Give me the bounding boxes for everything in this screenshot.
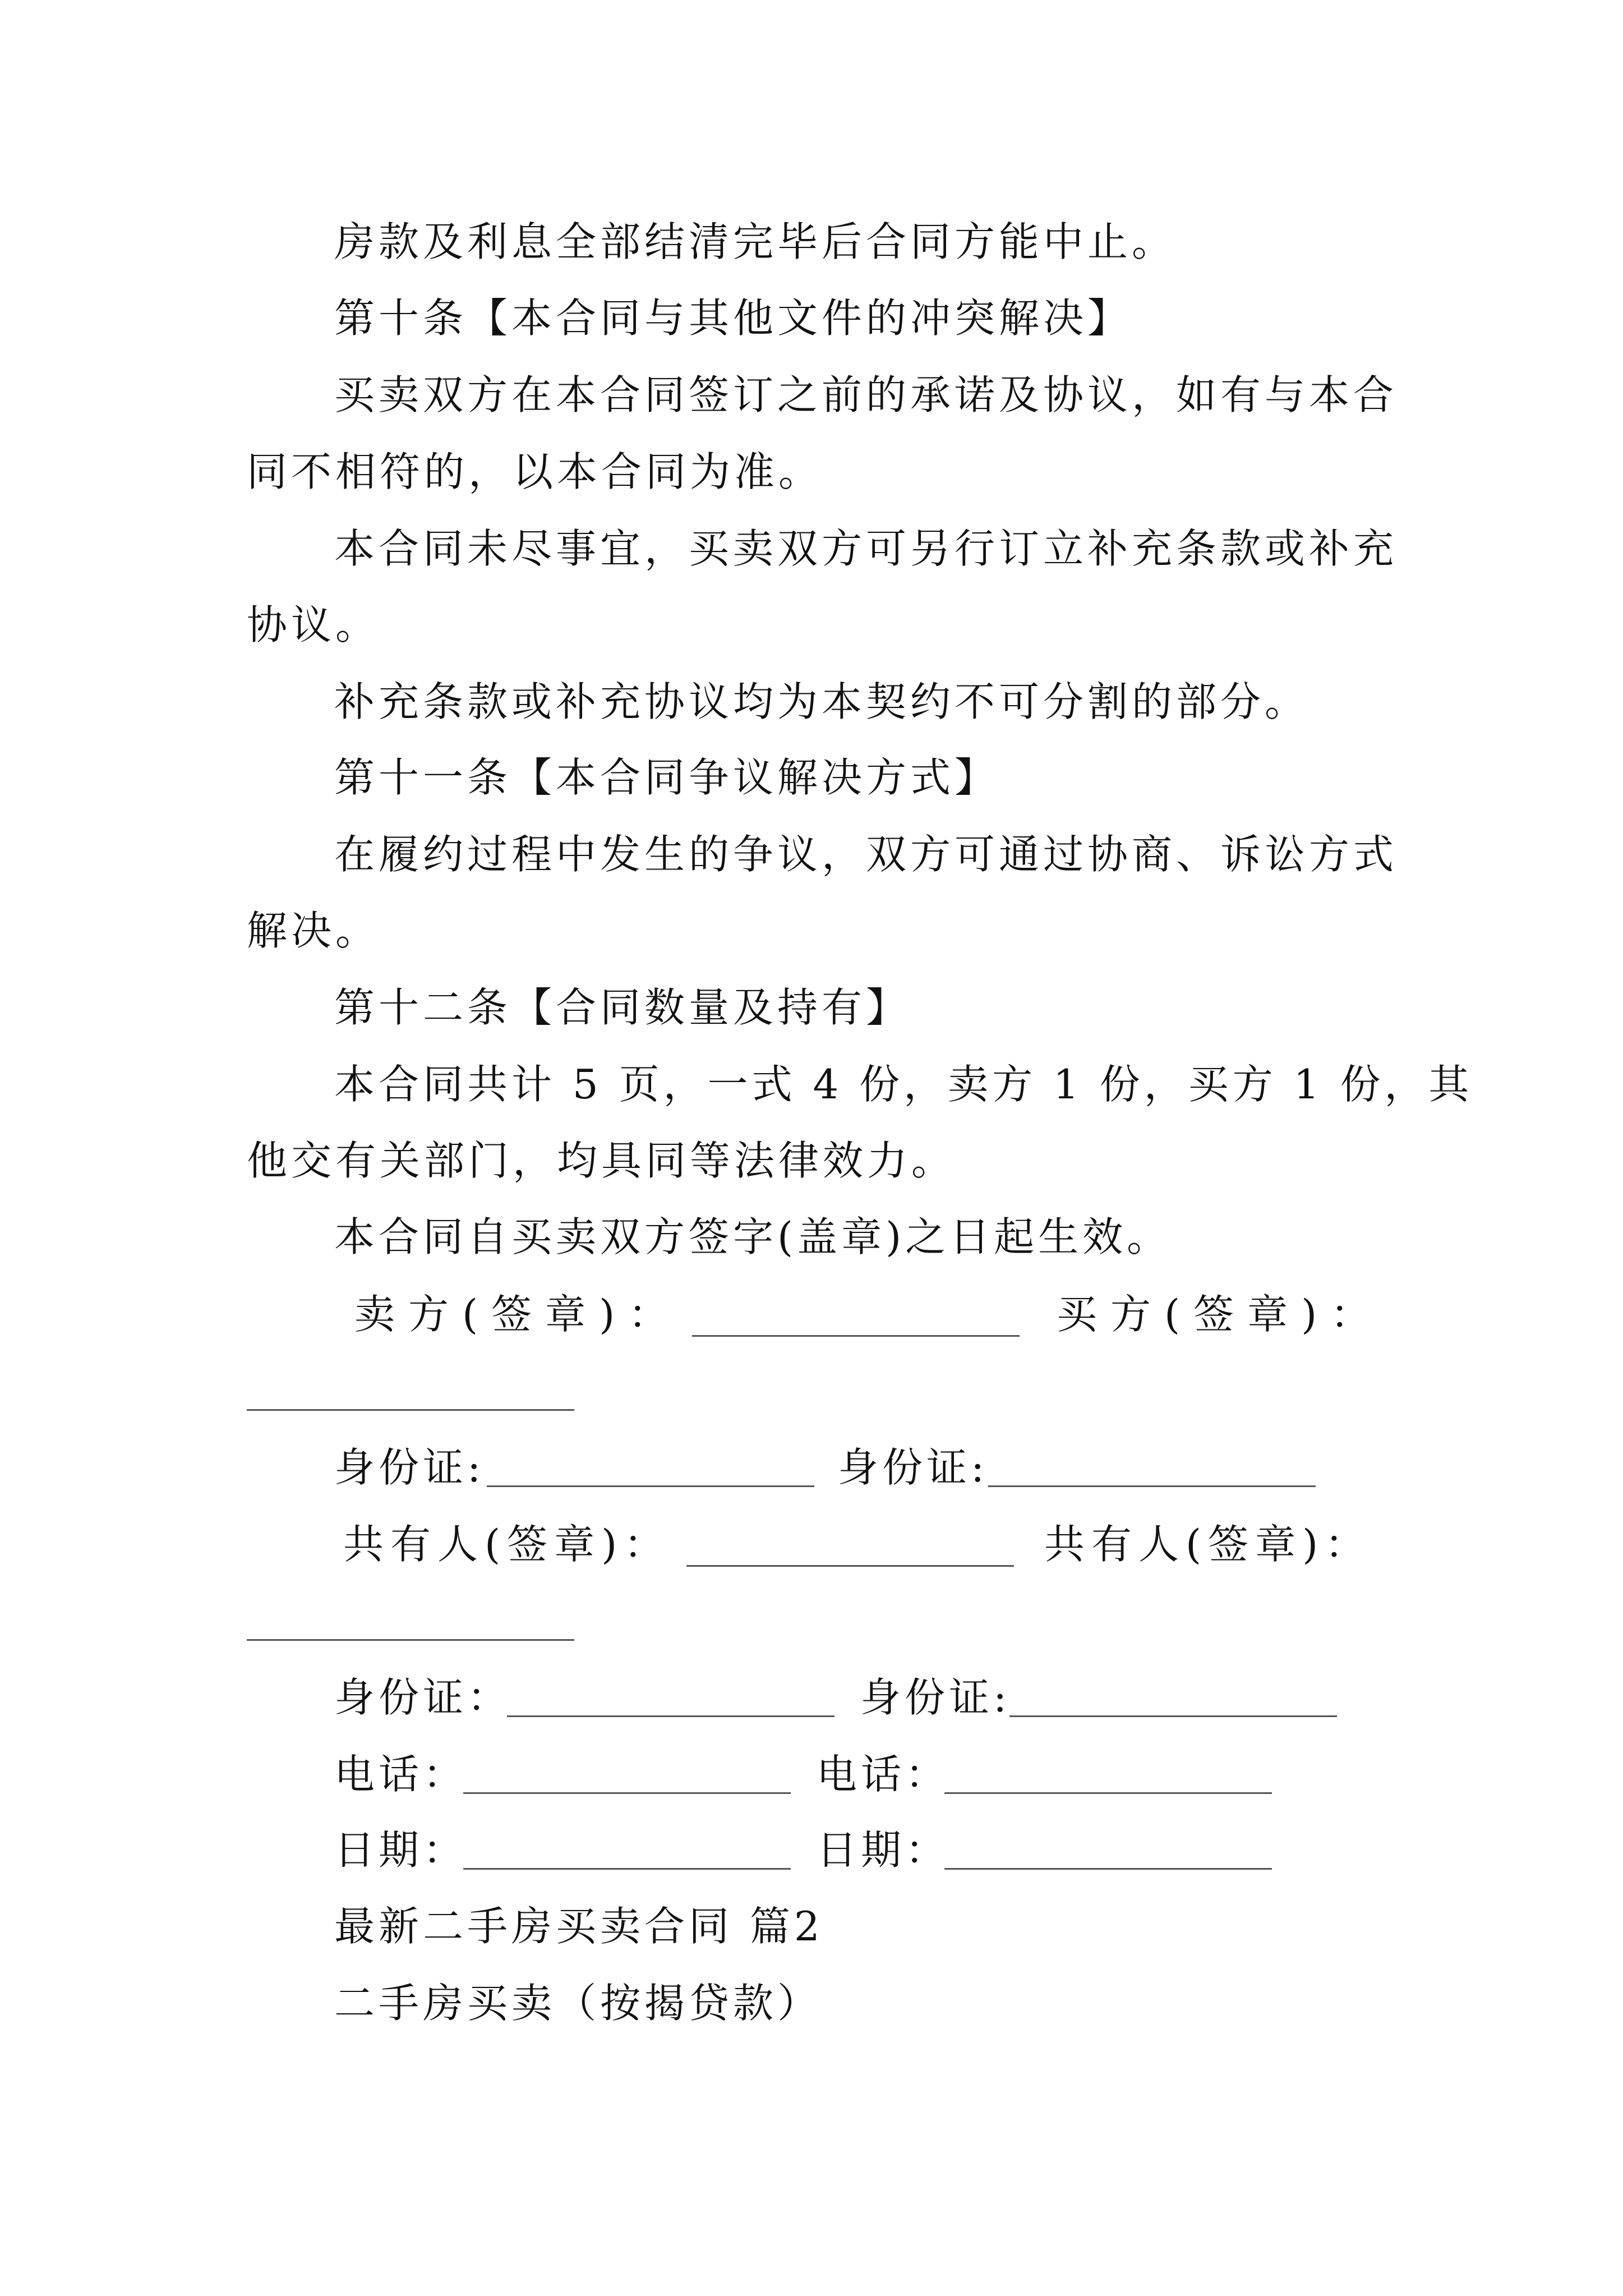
seller-date-label: 日期： (334, 1826, 468, 1874)
article-10-title: 第十条【本合同与其他文件的冲突解决】 (334, 295, 1132, 342)
buyer-phone-label: 电话： (817, 1751, 950, 1798)
buyer-sign-blank (247, 1409, 574, 1411)
article-12-title: 第十二条【合同数量及持有】 (334, 984, 911, 1031)
buyer-co-owner-id-blank (1009, 1715, 1337, 1717)
article-11-text-line1: 在履约过程中发生的争议，双方可通过协商、诉讼方式 (334, 831, 1398, 878)
seller-co-owner-id-blank (507, 1715, 834, 1717)
article-10-text3: 补充条款或补充协议均为本契约不可分割的部分。 (334, 678, 1310, 725)
seller-co-owner-label: 共有人(签章)： (343, 1521, 671, 1568)
seller-date-blank (463, 1868, 791, 1870)
next-contract-heading: 最新二手房买卖合同 篇2 (334, 1903, 824, 1950)
buyer-co-owner-blank (247, 1639, 574, 1641)
buyer-phone-blank (944, 1792, 1272, 1794)
buyer-co-owner-label: 共有人(签章)： (1044, 1521, 1372, 1568)
next-contract-subheading: 二手房买卖（按揭贷款） (334, 1980, 822, 2027)
article-12-text2: 本合同自买卖双方签字(盖章)之日起生效。 (334, 1213, 1172, 1260)
article-11-text-line2: 解决。 (247, 907, 380, 954)
buyer-sign-label: 买方(签章)： (1057, 1291, 1385, 1338)
seller-co-owner-blank (686, 1565, 1014, 1567)
buyer-id-blank (988, 1485, 1316, 1487)
seller-sign-blank (692, 1335, 1020, 1337)
article-10-text1-line1: 买卖双方在本合同签订之前的承诺及协议，如有与本合 (334, 371, 1398, 418)
article-12-text1-line1: 本合同共计 5 页，一式 4 份，卖方 1 份，买方 1 份，其 (334, 1061, 1473, 1108)
article-12-text1-line2: 他交有关部门，均具同等法律效力。 (247, 1137, 956, 1184)
seller-id-blank (487, 1485, 814, 1487)
article-10-text2-line2: 协议。 (247, 601, 380, 648)
buyer-date-label: 日期： (817, 1826, 950, 1874)
article-10-text2-line1: 本合同未尽事宜，买卖双方可另行订立补充条款或补充 (334, 525, 1398, 572)
buyer-id-label: 身份证: (838, 1444, 989, 1491)
seller-id-label: 身份证: (334, 1444, 485, 1491)
seller-sign-label: 卖方(签章)： (354, 1291, 683, 1338)
article-10-text1-line2: 同不相符的，以本合同为准。 (247, 448, 823, 495)
article-11-title: 第十一条【本合同争议解决方式】 (334, 754, 999, 801)
seller-phone-label: 电话： (334, 1751, 468, 1798)
seller-phone-blank (463, 1792, 791, 1794)
paragraph-contract-termination: 房款及利息全部结清完毕后合同方能中止。 (334, 218, 1177, 265)
seller-co-owner-id-label: 身份证： (334, 1674, 512, 1721)
buyer-co-owner-id-label: 身份证: (860, 1674, 1011, 1721)
buyer-date-blank (944, 1868, 1272, 1870)
